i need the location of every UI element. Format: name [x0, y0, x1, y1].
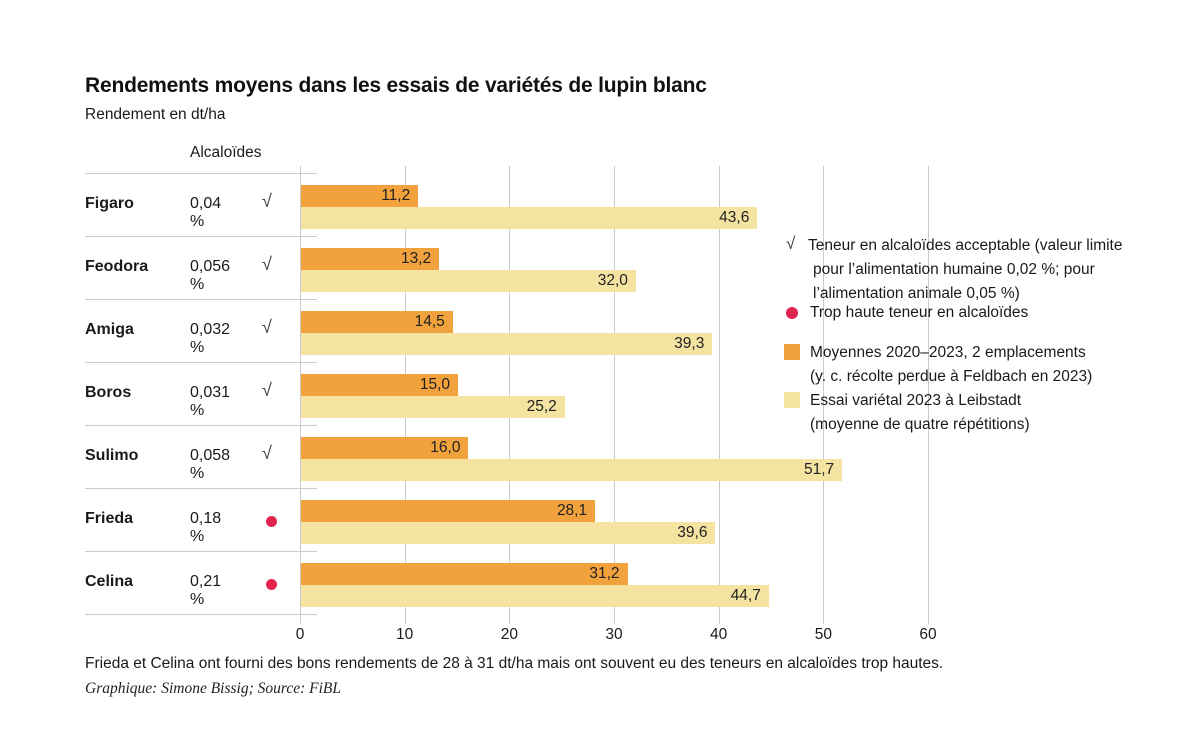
bar-yellow — [301, 396, 565, 418]
axis-tick-label: 40 — [710, 626, 728, 643]
bar-value-label: 11,2 — [381, 187, 411, 204]
bar-value-label: 39,6 — [677, 524, 708, 541]
yellow-square-icon — [784, 392, 800, 408]
grid-line — [719, 166, 720, 614]
bar-value-label: 16,0 — [430, 439, 461, 456]
axis-tick — [928, 614, 929, 624]
legend-too-high-label: Trop haute teneur en alcaloïdes — [810, 304, 1029, 321]
alkaloid-check-icon: √ — [262, 254, 272, 274]
variety-label: Figaro — [85, 195, 134, 212]
bar-yellow — [301, 270, 636, 292]
alkaloid-check-icon: √ — [262, 443, 272, 463]
grid-line — [614, 166, 615, 614]
bar-value-label: 15,0 — [419, 376, 450, 393]
bar-value-label: 25,2 — [526, 398, 557, 415]
axis-tick — [509, 614, 510, 624]
axis-tick-label: 0 — [295, 626, 305, 643]
variety-label: Sulimo — [85, 447, 139, 464]
red-dot-icon — [786, 307, 798, 319]
bar-orange — [301, 185, 418, 207]
alkaloid-value: 0,18 % — [190, 510, 222, 545]
bar-orange — [301, 563, 628, 585]
row-divider — [85, 488, 317, 489]
alkaloid-check-icon: √ — [262, 317, 272, 337]
alkaloid-value: 0,031 % — [190, 384, 231, 419]
axis-tick — [614, 614, 615, 624]
bar-value-label: 43,6 — [719, 209, 750, 226]
alkaloid-check-icon: √ — [262, 380, 272, 400]
legend-orange-line1: Moyennes 2020–2023, 2 emplacements — [810, 344, 1086, 361]
legend-acceptable-line2: pour l’alimentation humaine 0,02 %; pour — [813, 261, 1095, 278]
axis-unit-label: Rendement en dt/ha — [85, 106, 226, 123]
bar-value-label: 13,2 — [400, 250, 432, 267]
bar-value-label: 14,5 — [414, 313, 445, 330]
bar-orange — [301, 374, 458, 396]
row-divider — [85, 173, 317, 174]
bar-value-label: 44,7 — [730, 587, 761, 604]
bar-value-label: 51,7 — [803, 461, 835, 478]
variety-label: Celina — [85, 573, 134, 590]
variety-label: Frieda — [85, 510, 134, 527]
axis-tick-label: 20 — [500, 626, 518, 643]
bar-value-label: 31,2 — [589, 565, 620, 582]
bar-yellow — [301, 459, 842, 481]
row-divider — [85, 551, 317, 552]
legend-acceptable-line3: l’alimentation animale 0,05 %) — [813, 285, 1020, 302]
check-icon: √ — [786, 234, 796, 253]
alkaloid-value: 0,058 % — [190, 447, 231, 482]
bar-yellow — [301, 333, 712, 355]
legend-yellow-line1: Essai variétal 2023 à Leibstadt — [810, 392, 1022, 409]
axis-tick-label: 10 — [396, 626, 414, 643]
source-credit: Graphique: Simone Bissig; Source: FiBL — [85, 680, 341, 697]
alkaloids-column-header: Alcaloïdes — [190, 144, 262, 161]
alkaloid-too-high-dot-icon — [266, 516, 277, 527]
bar-yellow — [301, 585, 769, 607]
bar-value-label: 32,0 — [597, 272, 628, 289]
axis-tick — [300, 614, 301, 624]
axis-tick-label: 30 — [605, 626, 623, 643]
variety-label: Feodora — [85, 258, 149, 275]
bar-yellow — [301, 522, 715, 544]
axis-tick-label: 50 — [814, 626, 832, 643]
page-title: Rendements moyens dans les essais de variétés de lupin blanc — [85, 74, 707, 97]
bar-yellow — [301, 207, 757, 229]
orange-square-icon — [784, 344, 800, 360]
bar-value-label: 28,1 — [556, 502, 588, 519]
grid-line — [509, 166, 510, 614]
axis-tick-label: 60 — [919, 626, 937, 643]
variety-label: Boros — [85, 384, 132, 401]
legend-acceptable-line1: Teneur en alcaloïdes acceptable (valeur limite — [808, 237, 1123, 254]
row-divider — [85, 614, 317, 615]
grid-line — [928, 166, 929, 614]
axis-tick — [405, 614, 406, 624]
row-divider — [85, 236, 317, 237]
alkaloid-too-high-dot-icon — [266, 579, 277, 590]
alkaloid-value: 0,056 % — [190, 258, 231, 293]
alkaloid-check-icon: √ — [262, 191, 272, 211]
footnote: Frieda et Celina ont fourni des bons rendements de 28 à 31 dt/ha mais ont souvent eu des teneurs en alcaloïdes trop hautes. — [85, 655, 944, 672]
variety-label: Amiga — [85, 321, 134, 338]
grid-line — [823, 166, 824, 614]
alkaloid-value: 0,032 % — [190, 321, 231, 356]
alkaloid-value: 0,04 % — [190, 195, 222, 230]
alkaloid-value: 0,21 % — [190, 573, 222, 608]
legend-orange-line2: (y. c. récolte perdue à Feldbach en 2023) — [810, 368, 1093, 385]
bar-orange — [301, 437, 468, 459]
bar-orange — [301, 248, 439, 270]
legend-yellow-line2: (moyenne de quatre répétitions) — [810, 416, 1030, 433]
axis-tick — [823, 614, 824, 624]
row-divider — [85, 299, 317, 300]
bar-orange — [301, 500, 595, 522]
bar-orange — [301, 311, 453, 333]
axis-tick — [719, 614, 720, 624]
bar-value-label: 39,3 — [674, 335, 705, 352]
row-divider — [85, 362, 317, 363]
row-divider — [85, 425, 317, 426]
